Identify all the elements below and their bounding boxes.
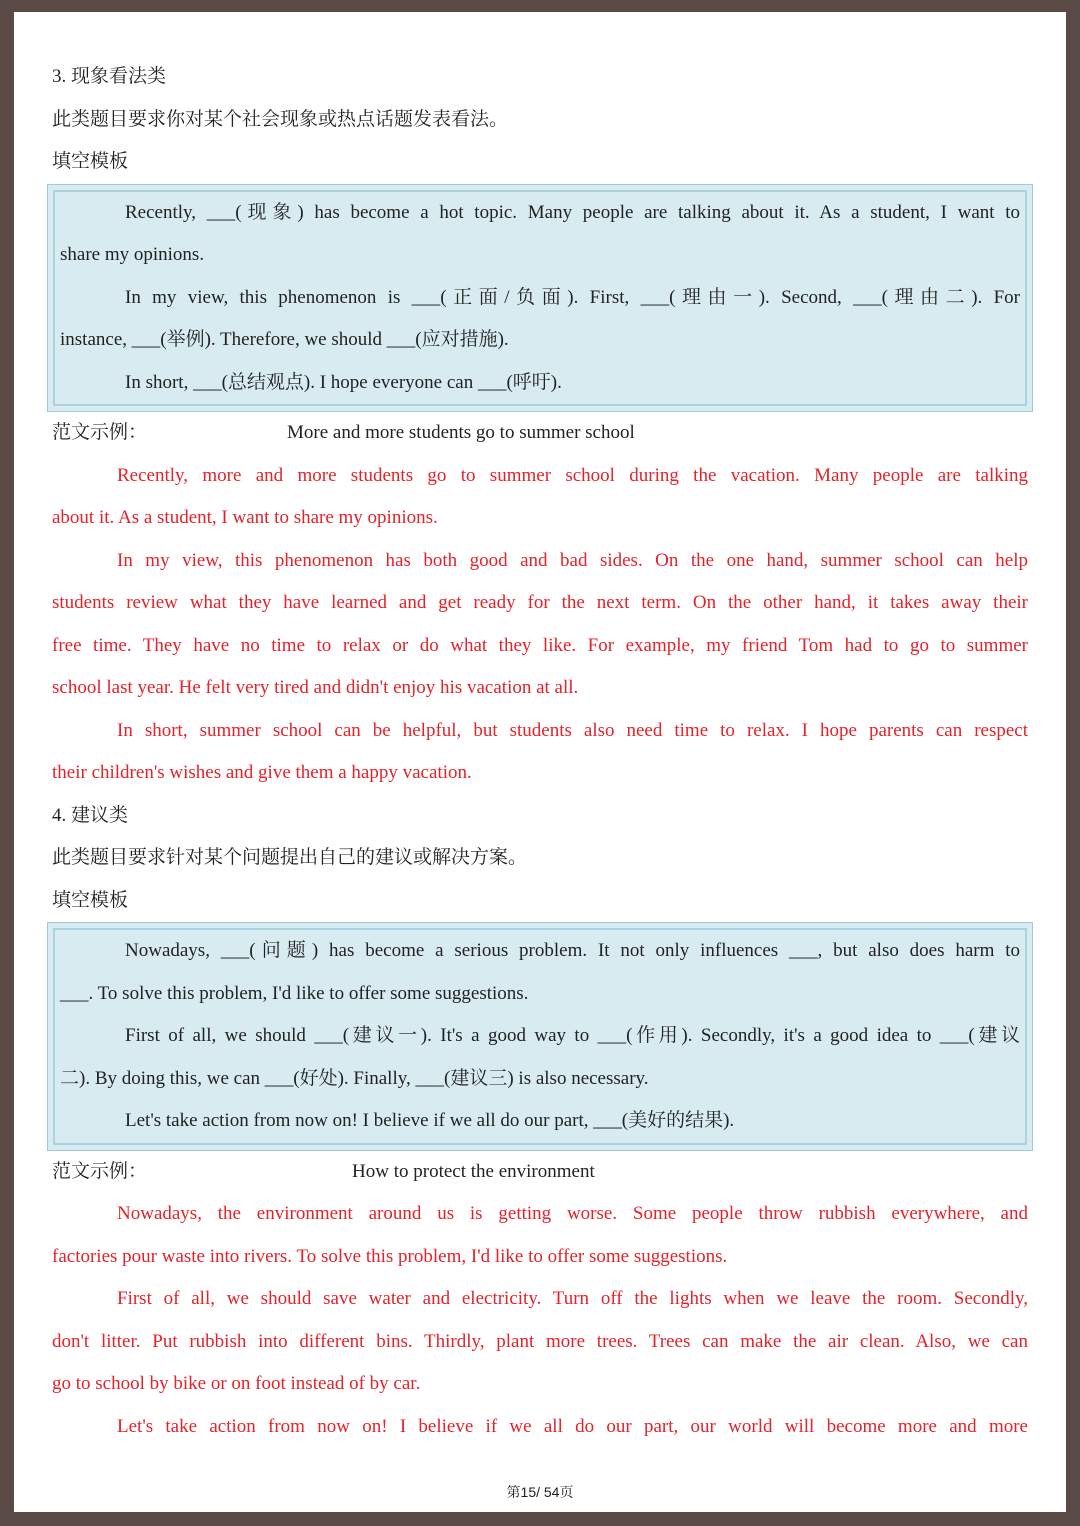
- document-page: [14, 12, 1066, 1512]
- sample-line: In short, summer school can be helpful, but students also need time to relax. I hope parents can respect: [117, 719, 1028, 741]
- template-line: instance, ___(举例). Therefore, we should ___(应对措施).: [60, 329, 509, 350]
- template-box: [47, 184, 1033, 413]
- section-description: 此类题目要求针对某个问题提出自己的建议或解决方案。: [52, 847, 528, 868]
- template-line: 二). By doing this, we can ___(好处). Finally, ___(建议三) is also necessary.: [60, 1067, 649, 1089]
- sample-line: their children's wishes and give them a happy vacation.: [52, 762, 472, 783]
- sample-line: don't litter. Put rubbish into different bins. Thirdly, plant more trees. Trees can make the air clean. Also, we can: [52, 1330, 1028, 1352]
- template-line: In short, ___(总结观点). I hope everyone can ___(呼吁).: [125, 371, 562, 393]
- template-box-inner: [53, 928, 1027, 1145]
- section-description: 此类题目要求你对某个社会现象或热点话题发表看法。: [52, 108, 509, 130]
- template-box: [47, 922, 1033, 1151]
- sample-label: 范文示例：: [52, 422, 148, 443]
- template-line: Nowadays, ___(问题) has become a serious problem. It not only influences ___, but also does harm to: [125, 940, 1020, 961]
- template-box-inner: [53, 190, 1027, 407]
- sample-header: [52, 412, 1028, 455]
- template-label: 填空模板: [52, 151, 129, 172]
- sample-label: 范文示例：: [52, 1160, 148, 1182]
- sample-line: Let's take action from now on! I believe if we all do our part, our world will become more and more: [117, 1415, 1028, 1437]
- section-heading: 4. 建议类: [52, 804, 129, 826]
- sample-line: First of all, we should save water and electricity. Turn off the lights when we leave the room. Secondly,: [117, 1288, 1028, 1309]
- template-line: First of all, we should ___(建议一). It's a good way to ___(作用). Secondly, it's a good idea to ___(建议: [125, 1025, 1020, 1046]
- sample-line: go to school by bike or on foot instead of by car.: [52, 1373, 421, 1394]
- page-content: [52, 56, 1028, 1448]
- sample-line: about it. As a student, I want to share my opinions.: [52, 507, 438, 528]
- template-line: In my view, this phenomenon is ___(正面/负面). First, ___(理由一). Second, ___(理由二). For: [125, 286, 1020, 308]
- sample-line: students review what they have learned and get ready for the next term. On the other hand, it takes away their: [52, 592, 1028, 613]
- sample-title: More and more students go to summer school: [287, 422, 635, 443]
- sample-line: factories pour waste into rivers. To solve this problem, I'd like to offer some suggestions.: [52, 1245, 728, 1267]
- template-line: ___. To solve this problem, I'd like to offer some suggestions.: [60, 982, 529, 1004]
- template-line: share my opinions.: [60, 244, 205, 265]
- sample-line: school last year. He felt very tired and didn't enjoy his vacation at all.: [52, 677, 579, 698]
- sample-header: [52, 1151, 1028, 1194]
- sample-line: Recently, more and more students go to summer school during the vacation. Many people are talking: [117, 464, 1028, 486]
- sample-line: In my view, this phenomenon has both good and bad sides. On the one hand, summer school can help: [117, 549, 1028, 571]
- sample-line: Nowadays, the environment around us is getting worse. Some people throw rubbish everywhere, and: [117, 1203, 1028, 1224]
- page-number: 第15/ 54页: [506, 1484, 574, 1500]
- sample-title: How to protect the environment: [352, 1160, 595, 1182]
- template-line: Recently, ___(现象) has become a hot topic. Many people are talking about it. As a student, I want to: [125, 201, 1020, 223]
- template-line: Let's take action from now on! I believe if we all do our part, ___(美好的结果).: [125, 1110, 735, 1131]
- section-heading: 3. 现象看法类: [52, 66, 167, 87]
- template-label: 填空模板: [52, 889, 129, 911]
- sample-line: free time. They have no time to relax or do what they like. For example, my friend Tom had to go to summer: [52, 634, 1028, 656]
